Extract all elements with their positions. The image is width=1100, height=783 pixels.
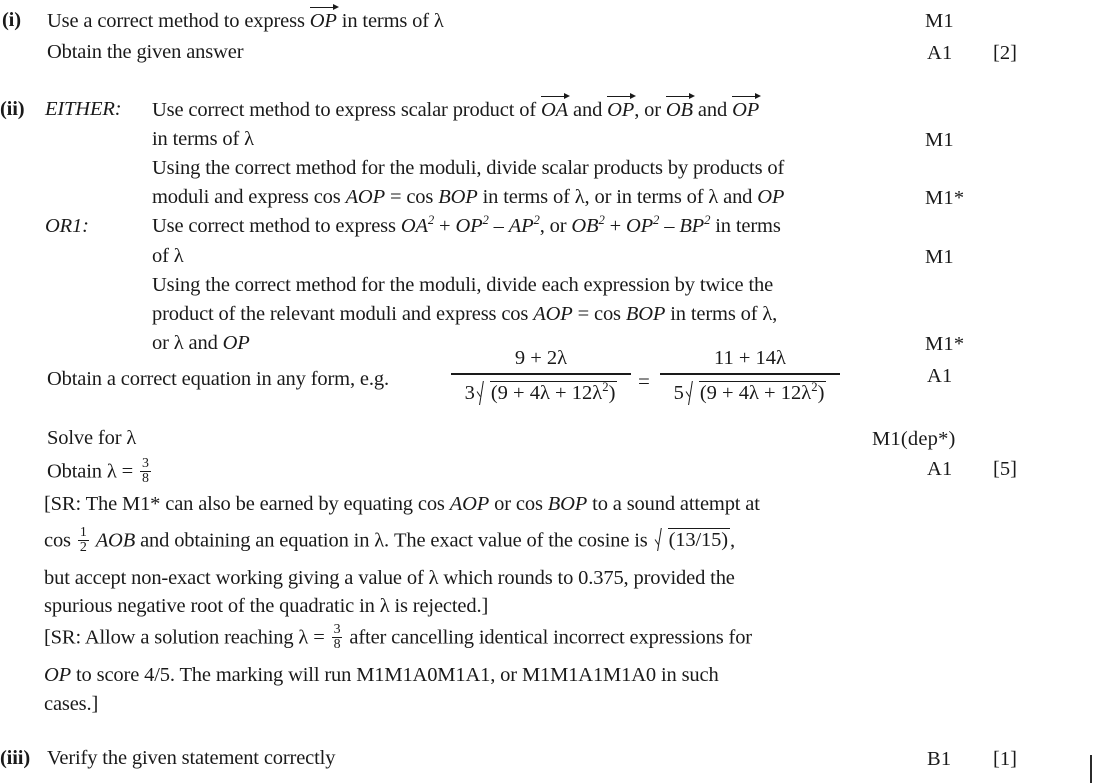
or1-line1-a: Use correct method to express	[152, 215, 396, 237]
or1-line4-a: product of the relevant moduli and express cos	[152, 303, 529, 325]
or1-line4-bop: BOP	[625, 303, 666, 325]
or1-line4	[152, 304, 777, 325]
sr-note-2-line3: cases.]	[44, 693, 99, 715]
sr2-l2-b: to score 4/5. The marking will run M1M1A0M1A1, or M1M1A1M1A0 in such	[76, 664, 719, 686]
vector-ob-icon	[666, 99, 693, 121]
either-line2: in terms of λ	[152, 128, 254, 150]
radical-icon-right: $(9 + 4\lambda + 12\lambda^2)$	[684, 380, 827, 405]
either-line1-b: and	[573, 99, 603, 121]
sr-note-2-line1	[44, 621, 752, 653]
either-line4-a: moduli and express cos	[152, 186, 341, 208]
either-line1-a: Use correct method to express scalar product of	[152, 99, 537, 121]
sr1-l2-b: and obtaining an equation in λ. The exact value of the cosine is	[140, 529, 648, 552]
sr2-l1-a: [SR: Allow a solution reaching λ =	[44, 626, 325, 649]
mark-i-m1: M1	[925, 10, 954, 32]
fraction-left-den-coef: 3	[464, 381, 475, 404]
vector-op-label-3: OP	[732, 99, 760, 121]
solve-for-line: Solve for λ	[47, 427, 137, 449]
sr2-l2-op: OP	[44, 664, 72, 686]
vector-oa-icon	[541, 99, 568, 121]
vector-op-icon	[310, 10, 337, 32]
part-label-ii: (ii)	[0, 98, 25, 120]
radical-icon-13-15: (13/15)	[653, 527, 730, 551]
fraction-left-bar	[451, 373, 631, 375]
either-line4-aop: AOP	[345, 186, 385, 208]
bracket-iii-total: [1]	[993, 748, 1017, 770]
or1-line4-aop: AOP	[533, 303, 573, 325]
sr1-l2-comma: ,	[729, 529, 735, 552]
fraction-right-den-coef: 5	[673, 381, 684, 404]
expr-bp2: $BP^2$	[679, 213, 711, 237]
radical-icon-left: $(9 + 4\lambda + 12\lambda^2)$	[475, 380, 618, 405]
mark-obtain-a1: A1	[927, 458, 953, 480]
sr-note-2-line2	[44, 665, 719, 686]
sr1-l1-bop: BOP	[547, 493, 588, 515]
mark-either-m1: M1	[925, 129, 954, 151]
part-iii-line: Verify the given statement correctly	[47, 747, 336, 769]
either-line1	[152, 99, 759, 121]
fraction-left-numerator: 9 + 2λ	[514, 347, 568, 369]
or1-line4-c: in terms of λ,	[670, 303, 778, 325]
sr-note-1-line1	[44, 494, 760, 515]
fraction-left-denominator	[451, 377, 631, 405]
mark-eq-a1: A1	[927, 365, 953, 387]
part-i-line1-post: in terms of λ	[341, 10, 444, 32]
either-line4-c: in terms of λ, or in terms of λ and	[482, 186, 753, 208]
sr-note-1-line4: spurious negative root of the quadratic in λ is rejected.]	[44, 595, 489, 617]
vector-op-icon-3	[732, 99, 759, 121]
mark-or1-m1: M1	[925, 246, 954, 268]
either-line1-c: , or	[634, 99, 661, 121]
vector-op-icon-2	[607, 99, 634, 121]
branch-label-or1: OR1:	[45, 215, 89, 237]
obtain-lambda-lead: Obtain λ =	[47, 460, 134, 483]
either-line1-d: and	[697, 99, 728, 121]
or1-line5-a: or λ and	[152, 332, 218, 354]
sr1-l1-a: [SR: The M1* can also be earned by equating cos	[44, 493, 445, 515]
obtain-lambda-line	[47, 455, 153, 487]
vector-op-label: OP	[309, 10, 337, 32]
sr1-l2-a: cos	[44, 529, 71, 552]
or1-line5-op: OP	[222, 332, 250, 354]
sr2-l1-b: after cancelling identical incorrect expressions for	[349, 626, 752, 649]
vector-op-label-2: OP	[607, 99, 635, 121]
expr-oa2: $OA^2$	[400, 213, 435, 237]
either-line4-op: OP	[757, 186, 785, 208]
or1-line1-mid: , or	[539, 215, 567, 237]
bracket-i-total: [2]	[993, 42, 1017, 64]
part-label-iii: (iii)	[0, 747, 30, 769]
mark-i-a1: A1	[927, 42, 953, 64]
fraction-one-half: $\frac{1}{2}$	[79, 524, 87, 555]
scan-artifact-line	[1090, 755, 1092, 783]
mark-solve-m1dep: M1(dep*)	[872, 428, 956, 450]
or1-line1: Use correct method to express $OA^2 + OP^2 - AP^2$, or $OB^2 + OP^2 - BP^2$ in terms	[152, 213, 781, 237]
part-i-line1-pre: Use a correct method to express	[47, 10, 305, 32]
sr1-l1-b: or cos	[494, 493, 543, 515]
fraction-three-eighths-2: $\frac{3}{8}$	[333, 621, 341, 652]
equals-sign: =	[638, 369, 650, 393]
mark-or1-m1star: M1*	[925, 333, 965, 355]
sr1-l1-c: to a sound attempt at	[592, 493, 760, 515]
expr-op2: $OP^2$	[455, 213, 489, 237]
fraction-right-bar	[660, 373, 840, 375]
fraction-three-eighths: $\frac{3}{8}$	[142, 455, 149, 486]
fraction-right	[660, 348, 840, 404]
part-label-i: (i)	[2, 9, 21, 31]
sr1-l2-aob: AOB	[95, 529, 136, 552]
or1-line1-end: in terms	[715, 215, 781, 237]
either-line4-bop: BOP	[438, 186, 478, 208]
part-i-line2: Obtain the given answer	[47, 41, 244, 63]
expr-ob2: $OB^2$	[571, 213, 605, 237]
either-line3: Using the correct method for the moduli, divide scalar products by products of	[152, 157, 785, 179]
fraction-right-denominator	[660, 377, 840, 405]
vector-ob-label: OB	[665, 99, 693, 121]
mark-either-m1star: M1*	[925, 187, 965, 209]
or1-line3: Using the correct method for the moduli, divide each expression by twice the	[152, 274, 774, 296]
fraction-right-numerator: 11 + 14λ	[714, 347, 786, 369]
obtain-equation-lead: Obtain a correct equation in any form, e.g.	[47, 368, 389, 390]
vector-oa-label: OA	[541, 99, 569, 121]
expr-ap2: $AP^2$	[508, 213, 540, 237]
sr1-l1-aop: AOP	[449, 493, 490, 515]
either-line4-b: = cos	[389, 186, 434, 208]
or1-line5	[152, 333, 250, 354]
fraction-left	[451, 348, 631, 404]
sr-note-1-line2	[44, 524, 735, 556]
mark-iii-b1: B1	[927, 748, 952, 770]
sr-note-1-line3: but accept non-exact working giving a value of λ which rounds to 0.375, provided the	[44, 567, 735, 589]
branch-label-either: EITHER:	[45, 98, 122, 120]
part-i-line1-text	[47, 10, 444, 32]
expr-op2-b: $OP^2$	[626, 213, 660, 237]
or1-line2: of λ	[152, 245, 184, 267]
or1-line4-b: = cos	[577, 303, 621, 325]
either-line4	[152, 187, 784, 208]
bracket-ii-total: [5]	[993, 458, 1017, 480]
